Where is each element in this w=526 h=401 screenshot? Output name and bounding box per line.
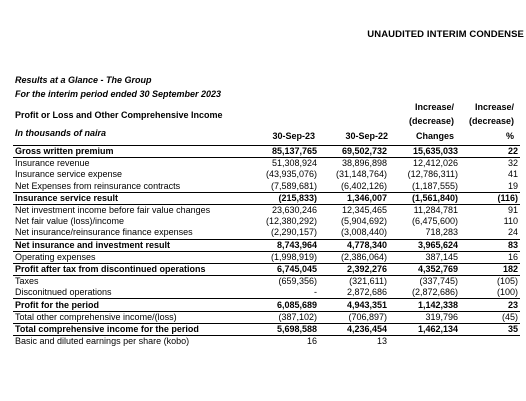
table-row (13, 239, 520, 251)
row-label: Total comprehensive income for the period (13, 323, 243, 335)
table-row (13, 251, 520, 263)
row-label: Profit for the period (13, 299, 243, 311)
value-pct: 23 (460, 299, 520, 311)
value-change: 11,284,781 (413, 205, 458, 216)
results-title: Results at a Glance - The Group (15, 75, 152, 85)
row-label: Taxes (15, 276, 39, 287)
results-table (13, 145, 520, 347)
row-label: Net insurance and investment result (13, 239, 243, 251)
value-2023: - (314, 287, 317, 298)
row-label: Net fair value (loss)/income (15, 216, 125, 227)
value-2022: 38,896,898 (341, 158, 387, 169)
row-label: Insurance revenue (15, 158, 90, 169)
table-row (13, 146, 520, 158)
value-2023: 6,745,045 (243, 263, 319, 275)
value-pct: (116) (460, 192, 520, 204)
row-label: Net Expenses from reinsurance contracts (15, 180, 181, 191)
value-2022: (31,148,764) (335, 169, 387, 180)
value-2022: 69,502,732 (319, 146, 389, 158)
value-2022: 2,872,686 (346, 287, 387, 298)
value-2023: (387,102) (278, 311, 317, 322)
col-pct-header-line1: Increase/ (474, 102, 514, 112)
col-pct-header-line2: (decrease) (468, 116, 514, 126)
value-pct: 110 (503, 216, 518, 227)
value-2022: (5,904,692) (340, 216, 387, 227)
col-change-header-line1: Increase/ (414, 102, 454, 112)
row-label: Insurance service result (13, 192, 243, 204)
value-2023: 23,630,246 (271, 205, 317, 216)
value-2023: (1,998,919) (270, 251, 317, 262)
results-table-body (13, 146, 520, 348)
row-label: Total other comprehensive income/(loss) (15, 311, 177, 322)
value-pct: 35 (460, 323, 520, 335)
units-label: In thousands of naira (15, 128, 107, 138)
value-2023: (43,935,076) (265, 169, 317, 180)
table-row (13, 158, 520, 170)
table-row (13, 204, 520, 216)
table-row (13, 216, 520, 227)
row-label: Operating expenses (15, 251, 96, 262)
table-row (13, 169, 520, 180)
col-change-header-line2: (decrease) (408, 116, 454, 126)
value-change: 12,412,026 (412, 158, 458, 169)
table-row (13, 276, 520, 288)
value-change: 387,145 (425, 251, 458, 262)
row-label: Insurance service expense (15, 169, 123, 180)
col-pct-header-line3: % (505, 131, 514, 141)
value-change: (1,187,555) (411, 180, 458, 191)
row-label: Net insurance/reinsurance finance expenses (15, 227, 193, 238)
col-2023-header: 30-Sep-23 (272, 131, 315, 141)
value-change: (6,475,600) (411, 216, 458, 227)
value-change: 15,635,033 (389, 146, 460, 158)
row-label: Profit after tax from discontinued operations (13, 263, 243, 275)
row-label: Disconitnued operations (15, 287, 112, 298)
value-2022: (706,897) (348, 311, 387, 322)
value-2023: 51,308,924 (271, 158, 317, 169)
value-pct: 83 (460, 239, 520, 251)
table-row (13, 299, 520, 311)
col-change-header-line3: Changes (415, 131, 454, 141)
value-2022: 1,346,007 (319, 192, 389, 204)
table-row (13, 323, 520, 335)
table-row (13, 227, 520, 239)
value-2022: 4,236,454 (319, 323, 389, 335)
value-change: 4,352,769 (389, 263, 460, 275)
col-2022-header: 30-Sep-22 (345, 131, 388, 141)
empty-cell (460, 336, 520, 348)
value-2023: (215,833) (243, 192, 319, 204)
value-2022: 12,345,465 (341, 205, 387, 216)
value-pct: 41 (507, 169, 518, 180)
eps-row (13, 336, 520, 348)
value-2023: (7,589,681) (270, 180, 317, 191)
value-2023: (659,356) (278, 276, 317, 287)
value-2022: (321,611) (349, 276, 387, 287)
row-label: Gross written premium (13, 146, 243, 158)
period-subtitle: For the interim period ended 30 September 2023 (15, 89, 222, 99)
value-pct: 91 (507, 205, 518, 216)
value-change: (337,745) (419, 276, 458, 287)
value-change: 319,796 (425, 311, 458, 322)
value-2023: 8,743,964 (243, 239, 319, 251)
value-change: (1,561,840) (389, 192, 460, 204)
value-change: 3,965,624 (389, 239, 460, 251)
value-pct: 24 (507, 227, 518, 238)
value-change: 1,462,134 (389, 323, 460, 335)
value-2023: 85,137,765 (243, 146, 319, 158)
value-pct: (100) (496, 287, 518, 298)
table-row (13, 181, 520, 193)
value-2023: (12,380,292) (265, 216, 317, 227)
value-2023: 6,085,689 (243, 299, 319, 311)
value-2022: 2,392,276 (319, 263, 389, 275)
report-header: UNAUDITED INTERIM CONDENSE (367, 29, 524, 40)
value-2023: (2,290,157) (270, 227, 317, 238)
value-2022: 4,778,340 (319, 239, 389, 251)
empty-cell (389, 336, 460, 348)
value-2022: (2,386,064) (340, 251, 387, 262)
table-row (13, 287, 520, 299)
eps-2022: 13 (376, 336, 387, 347)
value-pct: 32 (507, 158, 518, 169)
value-change: 718,283 (425, 227, 458, 238)
value-pct: 182 (460, 263, 520, 275)
value-change: (12,786,311) (407, 169, 458, 180)
table-row (13, 311, 520, 323)
value-change: (2,872,686) (411, 287, 458, 298)
value-change: 1,142,338 (389, 299, 460, 311)
value-2022: (6,402,126) (340, 180, 387, 191)
value-pct: (45) (501, 311, 518, 322)
row-label: Net investment income before fair value changes (15, 205, 211, 216)
value-pct: (105) (496, 276, 518, 287)
section-title: Profit or Loss and Other Comprehensive Income (15, 110, 223, 120)
value-2022: 4,943,351 (319, 299, 389, 311)
value-pct: 19 (507, 180, 518, 191)
value-pct: 22 (460, 146, 520, 158)
table-row (13, 263, 520, 275)
eps-label: Basic and diluted earnings per share (kobo) (15, 336, 190, 347)
table-row (13, 192, 520, 204)
value-2023: 5,698,588 (243, 323, 319, 335)
eps-2023: 16 (306, 336, 317, 347)
value-pct: 16 (507, 251, 518, 262)
value-2022: (3,008,440) (340, 227, 387, 238)
